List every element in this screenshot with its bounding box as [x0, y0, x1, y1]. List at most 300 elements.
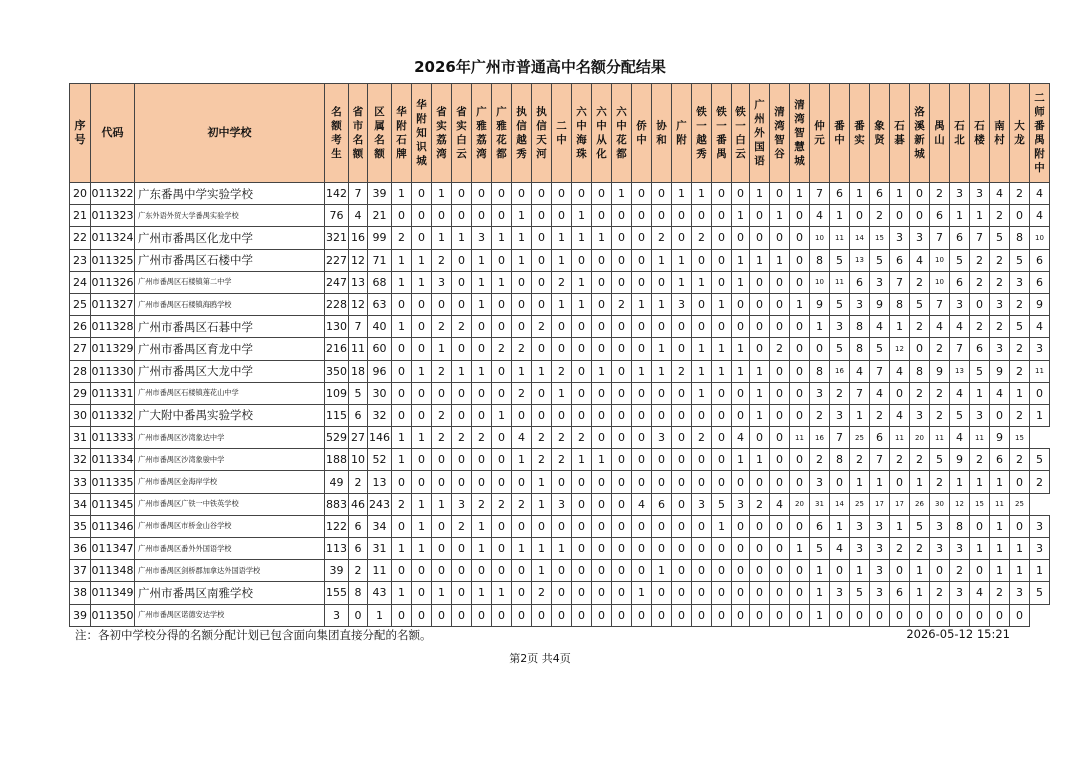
table-cell: 1 — [732, 360, 750, 382]
school-name-cell: 广州市番禺区石碁中学 — [135, 316, 325, 338]
table-cell: 6 — [930, 205, 950, 227]
column-header-label: 区属名额 — [374, 106, 385, 160]
table-cell: 1 — [712, 360, 732, 382]
table-cell: 321 — [325, 227, 349, 249]
table-cell: 0 — [552, 582, 572, 604]
table-cell: 2 — [532, 316, 552, 338]
table-cell: 2 — [1010, 338, 1030, 360]
column-header — [368, 84, 392, 183]
table-cell: 3 — [850, 293, 870, 315]
table-cell: 1 — [512, 449, 532, 471]
table-cell: 0 — [572, 249, 592, 271]
table-cell: 0 — [790, 560, 810, 582]
column-header — [692, 84, 712, 183]
table-cell: 0 — [412, 227, 432, 249]
table-cell: 0 — [732, 471, 750, 493]
table-cell: 11 — [368, 560, 392, 582]
table-cell: 0 — [492, 427, 512, 449]
table-cell: 0 — [452, 582, 472, 604]
table-cell: 2 — [432, 249, 452, 271]
table-cell: 1 — [632, 360, 652, 382]
column-header — [652, 84, 672, 183]
column-header — [349, 84, 368, 183]
table-cell: 0 — [672, 382, 692, 404]
column-header — [870, 84, 890, 183]
table-cell: 0 — [790, 227, 810, 249]
table-cell: 1 — [492, 582, 512, 604]
table-cell: 0 — [412, 449, 432, 471]
table-cell: 2 — [532, 427, 552, 449]
table-cell: 0 — [790, 449, 810, 471]
table-cell: 0 — [472, 316, 492, 338]
table-cell: 13 — [850, 249, 870, 271]
table-cell: 3 — [990, 338, 1010, 360]
table-cell: 0 — [412, 404, 432, 426]
table-cell: 4 — [810, 205, 830, 227]
table-cell: 0 — [432, 538, 452, 560]
column-header-label: 广雅荔湾 — [476, 106, 487, 160]
table-cell: 2 — [692, 227, 712, 249]
table-cell: 011335 — [91, 471, 135, 493]
column-header — [890, 84, 910, 183]
table-cell: 1 — [572, 271, 592, 293]
table-cell: 0 — [750, 604, 770, 626]
column-header-label: 广雅花都 — [496, 106, 507, 160]
table-cell: 12 — [890, 338, 910, 360]
table-cell: 0 — [750, 271, 770, 293]
table-cell: 6 — [1030, 271, 1050, 293]
table-cell: 1 — [830, 515, 850, 537]
table-cell: 9 — [930, 360, 950, 382]
table-cell: 0 — [612, 227, 632, 249]
table-cell: 2 — [652, 227, 672, 249]
table-cell: 2 — [930, 338, 950, 360]
table-cell: 0 — [512, 471, 532, 493]
table-cell: 0 — [472, 449, 492, 471]
table-cell: 122 — [325, 515, 349, 537]
table-cell: 0 — [612, 582, 632, 604]
table-cell: 0 — [572, 316, 592, 338]
table-cell: 0 — [492, 316, 512, 338]
table-cell: 1 — [412, 515, 432, 537]
column-header — [632, 84, 652, 183]
table-cell: 0 — [790, 471, 810, 493]
table-cell: 30 — [930, 493, 950, 515]
table-cell: 529 — [325, 427, 349, 449]
table-cell: 2 — [830, 382, 850, 404]
table-cell: 3 — [870, 515, 890, 537]
table-cell: 11 — [1030, 360, 1050, 382]
table-cell: 1 — [512, 227, 532, 249]
table-cell: 1 — [732, 271, 750, 293]
table-cell: 0 — [512, 582, 532, 604]
table-cell: 0 — [592, 316, 612, 338]
table-cell: 0 — [850, 604, 870, 626]
table-cell: 0 — [652, 382, 672, 404]
table-cell: 0 — [910, 604, 930, 626]
table-row — [70, 404, 1050, 426]
table-cell: 1 — [850, 404, 870, 426]
table-cell: 1 — [412, 249, 432, 271]
table-cell: 1 — [392, 449, 412, 471]
column-header — [1030, 84, 1050, 183]
table-cell: 0 — [452, 449, 472, 471]
table-cell: 9 — [1030, 293, 1050, 315]
table-cell: 21 — [368, 205, 392, 227]
table-cell: 1 — [652, 338, 672, 360]
table-cell: 5 — [990, 227, 1010, 249]
table-cell: 0 — [890, 205, 910, 227]
table-cell: 5 — [870, 249, 890, 271]
table-cell: 2 — [392, 227, 412, 249]
table-cell: 1 — [452, 227, 472, 249]
table-cell: 0 — [692, 449, 712, 471]
table-cell: 227 — [325, 249, 349, 271]
table-cell: 4 — [512, 427, 532, 449]
table-cell: 1 — [890, 515, 910, 537]
table-cell: 0 — [732, 183, 750, 205]
table-cell: 0 — [770, 271, 790, 293]
school-name-cell: 广州市番禺区市桥金山谷学校 — [135, 515, 325, 537]
table-cell: 1 — [392, 271, 412, 293]
table-cell: 2 — [1030, 471, 1050, 493]
table-cell: 2 — [970, 316, 990, 338]
table-cell: 0 — [930, 604, 950, 626]
table-cell: 0 — [692, 404, 712, 426]
table-cell: 0 — [672, 427, 692, 449]
table-cell: 0 — [572, 338, 592, 360]
table-cell: 1 — [790, 293, 810, 315]
table-cell: 0 — [532, 515, 552, 537]
table-cell: 5 — [1010, 249, 1030, 271]
table-cell: 7 — [870, 449, 890, 471]
table-cell: 0 — [652, 604, 672, 626]
table-cell: 0 — [770, 227, 790, 249]
table-cell: 1 — [890, 183, 910, 205]
table-cell: 0 — [572, 582, 592, 604]
table-cell: 2 — [432, 404, 452, 426]
table-cell: 4 — [830, 538, 850, 560]
table-cell: 2 — [850, 449, 870, 471]
table-cell: 0 — [712, 382, 732, 404]
table-cell: 1 — [712, 515, 732, 537]
table-cell: 3 — [870, 538, 890, 560]
table-cell: 0 — [432, 471, 452, 493]
table-cell: 0 — [790, 404, 810, 426]
column-header-label: 二中 — [556, 120, 567, 146]
table-cell: 1 — [552, 293, 572, 315]
table-cell: 0 — [492, 382, 512, 404]
table-cell: 3 — [325, 604, 349, 626]
table-cell: 1 — [770, 205, 790, 227]
table-cell: 0 — [432, 382, 452, 404]
table-cell: 011326 — [91, 271, 135, 293]
table-cell: 0 — [692, 582, 712, 604]
table-cell: 011324 — [91, 227, 135, 249]
table-cell: 0 — [612, 604, 632, 626]
table-cell: 1 — [392, 427, 412, 449]
table-cell: 6 — [950, 271, 970, 293]
table-cell: 4 — [632, 493, 652, 515]
table-cell: 0 — [592, 427, 612, 449]
table-cell: 0 — [552, 604, 572, 626]
table-cell: 0 — [572, 560, 592, 582]
table-cell: 3 — [1010, 271, 1030, 293]
table-cell: 9 — [990, 427, 1010, 449]
table-cell: 1 — [1030, 404, 1050, 426]
table-cell: 1 — [672, 271, 692, 293]
table-cell: 4 — [770, 493, 790, 515]
table-cell: 0 — [432, 604, 452, 626]
table-cell: 3 — [950, 293, 970, 315]
table-cell: 011331 — [91, 382, 135, 404]
table-cell: 0 — [532, 271, 552, 293]
column-header — [930, 84, 950, 183]
table-cell: 4 — [990, 382, 1010, 404]
table-row — [70, 471, 1050, 493]
table-cell: 25 — [850, 493, 870, 515]
table-cell: 0 — [492, 249, 512, 271]
table-cell: 2 — [472, 493, 492, 515]
table-cell: 6 — [349, 404, 368, 426]
table-cell: 5 — [830, 338, 850, 360]
table-cell: 63 — [368, 293, 392, 315]
table-cell: 20 — [910, 427, 930, 449]
table-cell: 0 — [632, 183, 652, 205]
table-cell: 0 — [750, 293, 770, 315]
table-cell: 1 — [532, 471, 552, 493]
table-cell: 0 — [532, 338, 552, 360]
table-cell: 5 — [1030, 582, 1050, 604]
table-cell: 0 — [890, 604, 910, 626]
table-cell: 5 — [830, 293, 850, 315]
column-header-label: 名额考生 — [331, 106, 342, 160]
school-name-cell: 广州市番禺区金海岸学校 — [135, 471, 325, 493]
table-cell: 2 — [1010, 183, 1030, 205]
table-cell: 15 — [970, 493, 990, 515]
table-cell: 3 — [950, 582, 970, 604]
table-cell: 0 — [732, 404, 750, 426]
column-header — [452, 84, 472, 183]
table-cell: 0 — [712, 538, 732, 560]
table-cell: 0 — [830, 471, 850, 493]
table-cell: 11 — [349, 338, 368, 360]
table-cell: 1 — [472, 582, 492, 604]
table-cell: 0 — [652, 582, 672, 604]
table-cell: 8 — [890, 293, 910, 315]
school-name-cell: 广州市番禺区大龙中学 — [135, 360, 325, 382]
table-cell: 68 — [368, 271, 392, 293]
table-cell: 5 — [810, 538, 830, 560]
table-cell: 0 — [512, 404, 532, 426]
table-cell: 0 — [452, 382, 472, 404]
table-cell: 1 — [472, 249, 492, 271]
table-cell: 0 — [672, 404, 692, 426]
table-cell: 0 — [532, 382, 552, 404]
table-cell: 1 — [970, 538, 990, 560]
table-cell: 0 — [632, 427, 652, 449]
table-cell: 1 — [512, 538, 532, 560]
table-cell: 142 — [325, 183, 349, 205]
table-cell: 0 — [632, 227, 652, 249]
table-cell: 011345 — [91, 493, 135, 515]
table-cell: 2 — [472, 427, 492, 449]
table-cell: 5 — [950, 404, 970, 426]
table-cell: 2 — [910, 382, 930, 404]
table-cell: 29 — [70, 382, 91, 404]
table-cell: 0 — [732, 604, 750, 626]
table-cell: 39 — [368, 183, 392, 205]
table-cell: 0 — [392, 560, 412, 582]
table-cell: 2 — [612, 293, 632, 315]
table-cell: 1 — [890, 316, 910, 338]
table-cell: 3 — [870, 582, 890, 604]
table-cell: 1 — [432, 227, 452, 249]
table-cell: 0 — [930, 560, 950, 582]
table-cell: 0 — [392, 293, 412, 315]
table-cell: 0 — [790, 515, 810, 537]
table-cell: 1 — [392, 538, 412, 560]
column-header — [990, 84, 1010, 183]
table-cell: 0 — [672, 205, 692, 227]
table-cell: 0 — [790, 316, 810, 338]
table-cell: 0 — [572, 471, 592, 493]
column-header — [512, 84, 532, 183]
column-header: 初中学校 — [135, 84, 325, 183]
table-cell: 0 — [750, 205, 770, 227]
table-cell: 0 — [652, 316, 672, 338]
table-cell: 9 — [870, 293, 890, 315]
table-cell: 6 — [990, 449, 1010, 471]
table-cell: 1 — [652, 293, 672, 315]
table-cell: 011327 — [91, 293, 135, 315]
table-cell: 2 — [910, 449, 930, 471]
table-cell: 0 — [652, 205, 672, 227]
table-cell: 0 — [612, 360, 632, 382]
school-name-cell: 广州市番禺区沙湾象达中学 — [135, 427, 325, 449]
table-cell: 0 — [830, 560, 850, 582]
table-cell: 0 — [732, 227, 750, 249]
table-cell: 0 — [712, 205, 732, 227]
column-header-label: 象贤 — [874, 120, 885, 146]
column-header-label: 南村 — [994, 120, 1005, 146]
table-cell: 0 — [750, 538, 770, 560]
table-cell: 0 — [412, 205, 432, 227]
table-cell: 3 — [552, 493, 572, 515]
table-cell: 0 — [532, 205, 552, 227]
school-name-cell: 广州市番禺区广铁一中铁英学校 — [135, 493, 325, 515]
table-row — [70, 293, 1050, 315]
column-header-label: 六中海珠 — [576, 106, 587, 160]
table-cell: 0 — [592, 183, 612, 205]
table-cell: 8 — [810, 360, 830, 382]
table-cell: 1 — [732, 449, 750, 471]
table-cell: 5 — [970, 360, 990, 382]
table-cell: 0 — [652, 404, 672, 426]
table-cell: 1 — [870, 471, 890, 493]
table-cell: 0 — [412, 471, 432, 493]
table-cell: 2 — [552, 360, 572, 382]
table-cell: 1 — [412, 360, 432, 382]
table-cell: 0 — [432, 205, 452, 227]
school-name-cell: 广东番禺中学实验学校 — [135, 183, 325, 205]
table-cell: 0 — [770, 316, 790, 338]
table-cell: 0 — [492, 183, 512, 205]
table-cell: 1 — [692, 382, 712, 404]
table-cell: 76 — [325, 205, 349, 227]
table-cell: 0 — [692, 604, 712, 626]
table-cell: 0 — [492, 205, 512, 227]
table-cell: 0 — [392, 205, 412, 227]
table-cell: 1 — [512, 249, 532, 271]
table-cell: 0 — [770, 382, 790, 404]
table-cell: 0 — [592, 582, 612, 604]
column-header — [830, 84, 850, 183]
table-row — [70, 427, 1050, 449]
table-cell: 0 — [592, 538, 612, 560]
table-cell: 1 — [750, 249, 770, 271]
table-cell: 1 — [810, 582, 830, 604]
table-cell: 5 — [870, 338, 890, 360]
table-cell: 2 — [910, 538, 930, 560]
table-cell: 0 — [692, 560, 712, 582]
table-cell: 0 — [612, 382, 632, 404]
table-cell: 0 — [612, 249, 632, 271]
table-cell: 4 — [850, 360, 870, 382]
table-cell: 8 — [950, 515, 970, 537]
column-header-label: 铁一越秀 — [696, 106, 707, 160]
table-cell: 0 — [612, 316, 632, 338]
table-row — [70, 560, 1050, 582]
table-cell: 2 — [1010, 360, 1030, 382]
table-cell: 0 — [472, 205, 492, 227]
table-cell: 3 — [930, 538, 950, 560]
column-header — [325, 84, 349, 183]
column-header-label: 石北 — [954, 120, 965, 146]
table-cell: 5 — [1030, 449, 1050, 471]
column-header-label: 广附 — [676, 120, 687, 146]
table-cell: 0 — [672, 582, 692, 604]
table-cell: 40 — [368, 316, 392, 338]
table-cell: 1 — [552, 227, 572, 249]
table-cell: 3 — [970, 404, 990, 426]
table-cell: 1 — [572, 227, 592, 249]
table-cell: 20 — [790, 493, 810, 515]
table-cell: 6 — [830, 183, 850, 205]
column-header-label: 省市名额 — [352, 106, 364, 160]
table-cell: 0 — [712, 582, 732, 604]
table-cell: 0 — [652, 515, 672, 537]
table-cell: 1 — [472, 538, 492, 560]
table-cell: 0 — [632, 604, 652, 626]
table-cell: 0 — [552, 338, 572, 360]
table-cell: 0 — [552, 404, 572, 426]
table-cell: 113 — [325, 538, 349, 560]
table-cell: 0 — [732, 560, 750, 582]
table-cell: 1 — [732, 249, 750, 271]
table-cell: 3 — [452, 493, 472, 515]
table-cell: 1 — [950, 471, 970, 493]
table-cell: 1 — [572, 449, 592, 471]
table-cell: 10 — [1030, 227, 1050, 249]
table-cell: 243 — [368, 493, 392, 515]
table-row — [70, 205, 1050, 227]
table-cell: 15 — [1010, 427, 1030, 449]
table-cell: 2 — [990, 582, 1010, 604]
table-cell: 27 — [349, 427, 368, 449]
table-cell: 71 — [368, 249, 392, 271]
table-cell: 0 — [472, 338, 492, 360]
